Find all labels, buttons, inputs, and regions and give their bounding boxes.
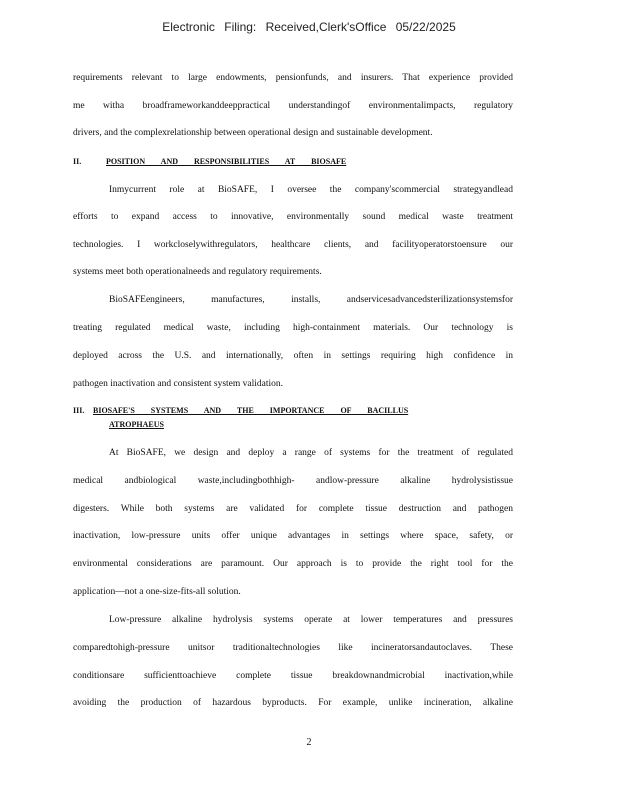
section-title: BIOSAFE'S SYSTEMS AND THE IMPORTANCE OF BACILLUS [93, 406, 409, 415]
text-line: systems meet both operationalneeds and regulatory requirements. [73, 267, 322, 277]
filing-header: Electronic Filing: Received,Clerk'sOffice 05/22/2025 [162, 20, 456, 34]
text-line: At BioSAFE, we design and deploy a range of systems for the treatment of regulated [109, 448, 513, 458]
text-line: avoiding the production of hazardous byproducts. For example, unlike incineration, alkaline [73, 698, 513, 708]
text-line: conditionsare sufficienttoachieve complete tissue breakdownandmicrobial inactivation,while [73, 671, 513, 681]
text-line: digesters. While both systems are validated for complete tissue destruction and pathogen [73, 504, 513, 514]
text-line: efforts to expand access to innovative, environmentally sound medical waste treatment [73, 212, 513, 222]
section-number: II. [73, 157, 82, 166]
section-title-continued: ATROPHAEUS [109, 420, 164, 429]
text-line: pathogen inactivation and consistent system validation. [73, 379, 284, 389]
text-line: technologies. I workcloselywithregulators, healthcare clients, and facilityoperatorstoensure our [73, 240, 513, 250]
text-line: BioSAFEengineers, manufactures, installs, andservicesadvancedsterilizationsystemsfor [109, 295, 513, 305]
text-line: drivers, and the complexrelationship between operational design and sustainable development. [73, 128, 433, 138]
section-number: III. [73, 406, 85, 415]
text-line: Inmycurrent role at BioSAFE, I oversee the company'scommercial strategyandlead [109, 185, 513, 195]
text-line: Low-pressure alkaline hydrolysis systems operate at lower temperatures and pressures [109, 615, 513, 625]
section-heading-ii [73, 157, 346, 166]
text-line: requirements relevant to large endowments, pensionfunds, and insurers. That experience provided [73, 73, 513, 83]
section-title: POSITION AND RESPONSIBILITIES AT BIOSAFE [106, 157, 347, 166]
text-line: deployed across the U.S. and internationally, often in settings requiring high confidence in [73, 351, 513, 361]
text-line: environmental considerations are paramount. Our approach is to provide the right tool for the [73, 559, 513, 569]
text-line: medical andbiological waste,includingbothhigh- andlow-pressure alkaline hydrolysistissue [73, 476, 513, 486]
page-number: 2 [306, 737, 312, 748]
text-line: inactivation, low-pressure units offer unique advantages in settings where space, safety, or [73, 531, 513, 541]
text-line: treating regulated medical waste, including high-containment materials. Our technology is [73, 323, 513, 333]
text-line: comparedtohigh-pressure unitsor traditionaltechnologies like incineratorsandautoclaves. These [73, 643, 513, 653]
text-line: me witha broadframeworkanddeeppractical understandingof environmentalimpacts, regulatory [73, 101, 513, 111]
section-heading-iii [73, 406, 408, 415]
text-line: application—not a one-size-fits-all solution. [73, 587, 241, 597]
